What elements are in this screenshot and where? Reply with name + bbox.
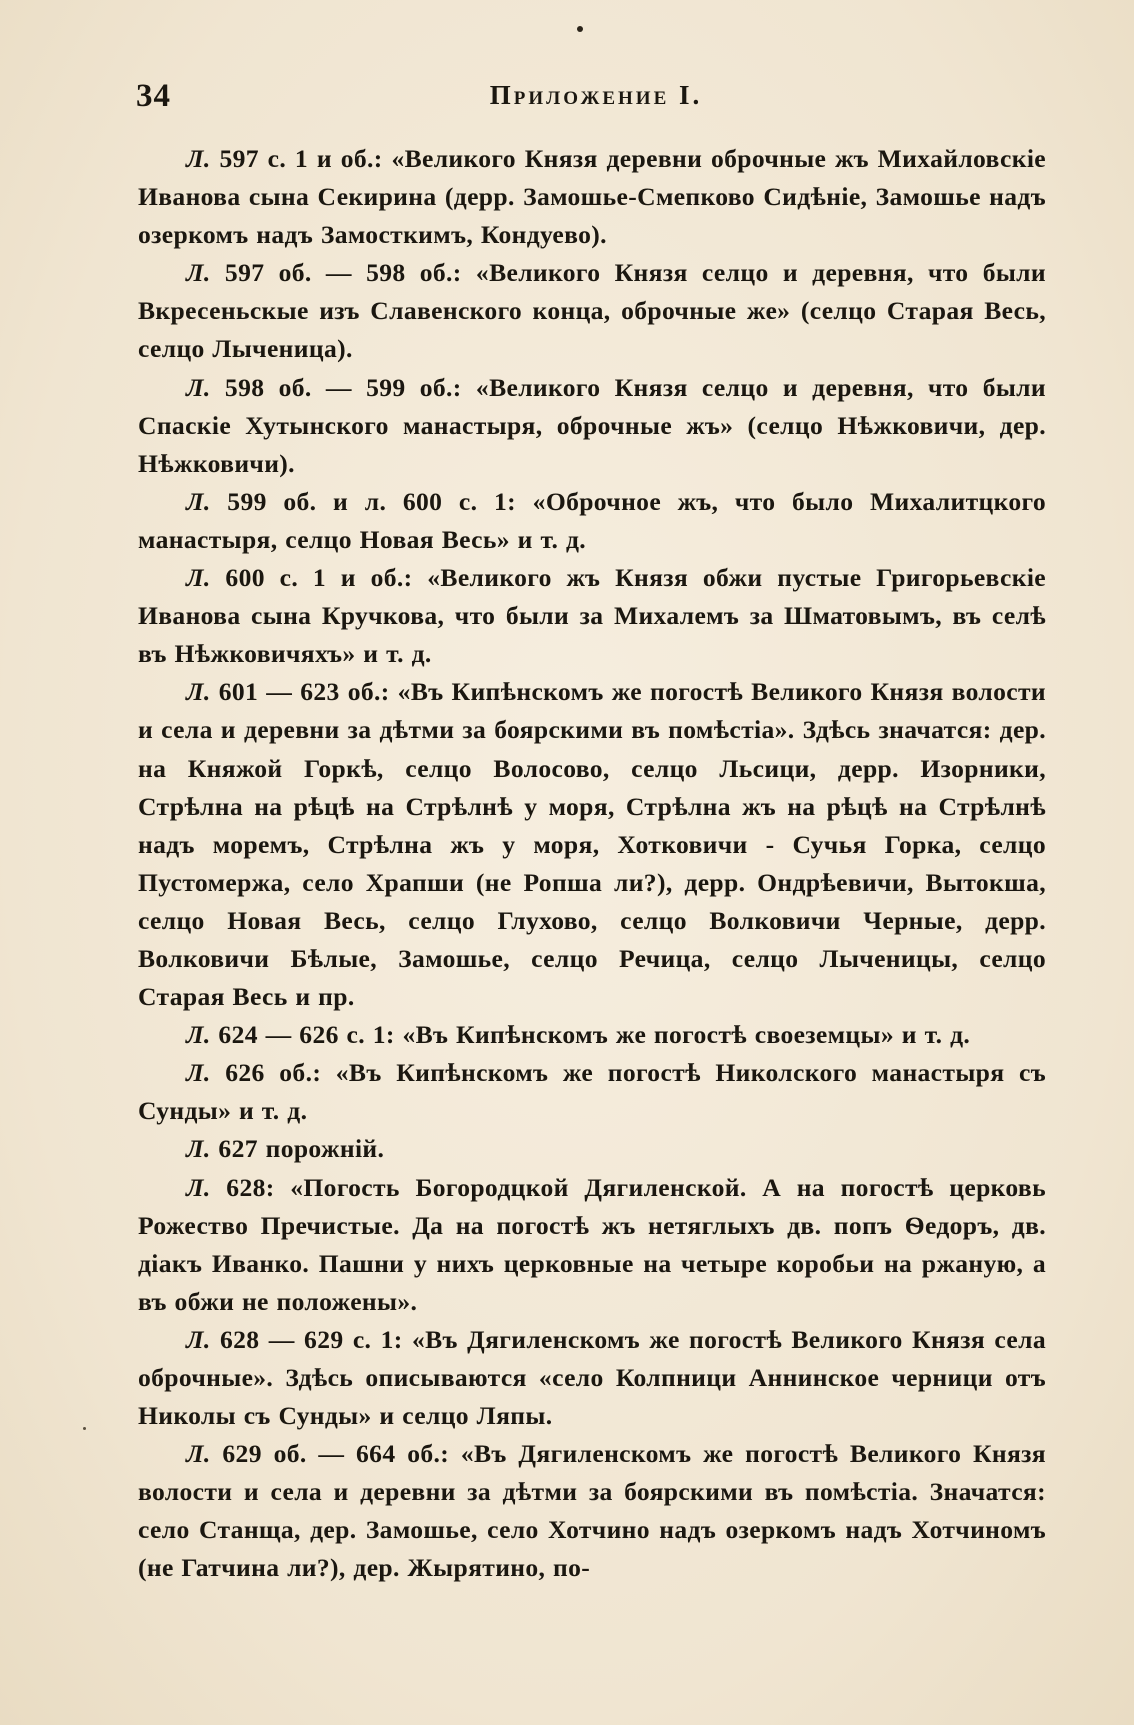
leaf-ref: Л.: [186, 144, 211, 173]
page-number: 34: [136, 78, 171, 114]
paragraph-text: 628: «Погость Богородцкой Дягиленской. А на погостѣ церковь Рожество Пречистые. Да на погостѣ жъ нетяглыхъ дв. попъ Ѳедоръ, дв. діакъ Иванко. Пашни у нихъ церковные на четыре коробьи на ржаную, а въ обжи не положены».: [138, 1172, 1046, 1316]
leaf-ref: Л.: [186, 372, 211, 402]
paragraph-text: 624 — 626 с. 1: «Въ Кипѣнскомъ же погостѣ своеземцы» и т. д.: [210, 1020, 971, 1050]
page-header: [136, 78, 1056, 118]
paragraph: [138, 559, 1046, 673]
paragraph: [138, 483, 1046, 559]
paragraph: [138, 140, 1046, 254]
leaf-ref: Л.: [186, 1172, 211, 1202]
leaf-ref: Л.: [186, 486, 211, 516]
paragraph-text: 627 порожній.: [210, 1134, 385, 1164]
paragraph: [138, 1016, 1046, 1054]
paragraph: [138, 1130, 1046, 1168]
leaf-ref: Л.: [186, 1020, 211, 1050]
paragraph: [138, 254, 1046, 368]
stray-mark: [83, 1427, 86, 1430]
paragraph: [138, 1169, 1046, 1321]
paragraph-text: 597 об. — 598 об.: «Великого Князя селцо и деревня, что были Вкресеньскые изъ Славенского конца, оброчные же» (селцо Старая Весь, селцо Лыченица).: [138, 258, 1046, 364]
paragraph-text: 598 об. — 599 об.: «Великого Князя селцо и деревня, что были Спаскіе Хутынского манастыря, оброчные жъ» (селцо Нѣжковичи, дер. Нѣжковичи).: [138, 372, 1046, 478]
leaf-ref: Л.: [186, 563, 211, 593]
page-body: [138, 140, 1046, 1588]
ink-dot: [577, 26, 583, 32]
paragraph-text: 601 — 623 об.: «Въ Кипѣнскомъ же погостѣ Великого Князя волости и села и деревни за дѣтми за боярскими въ помѣстіа». Здѣсь значатся: дер. на Княжой Горкѣ, селцо Волосово, селцо Льсици, дерр. Изорники, Стрѣлна на рѣцѣ на Стрѣлнѣ у моря, Стрѣлна жъ на рѣцѣ на Стрѣлнѣ надъ моремъ, Стрѣлна жъ у моря, Хотковичи - Сучья Горка, селцо Пустомержа, село Храпши (не Ропша ли?), дерр. Ондрѣевичи, Вытокша, селцо Новая Весь, селцо Глухово, селцо Волковичи Черные, дерр. Волковичи Бѣлые, Замошье, селцо Речица, селцо Лыченицы, селцо Старая Весь и пр.: [138, 677, 1046, 1012]
paragraph-text: 629 об. — 664 об.: «Въ Дягиленскомъ же погостѣ Великого Князя волости и села и деревни за дѣтми за боярскими въ помѣстіа. Значатся: село Станща, дер. Замошье, село Хотчино надъ озеркомъ надъ Хотчиномъ (не Гатчина ли?), дер. Жырятино, по-: [138, 1439, 1046, 1583]
paragraph-text: 599 об. и л. 600 с. 1: «Оброчное жъ, что было Михалитцкого манастыря, селцо Новая Весь» и т. д.: [138, 486, 1046, 554]
paragraph-text: 626 об.: «Въ Кипѣнскомъ же погостѣ Николского манастыря съ Сунды» и т. д.: [138, 1058, 1046, 1126]
paragraph: [138, 369, 1046, 483]
paragraph-text: 600 с. 1 и об.: «Великого жъ Князя обжи пустые Григорьевскіе Иванова сына Кручкова, что были за Михалемъ за Шматовымъ, въ селѣ въ Нѣжковичяхъ» и т. д.: [138, 563, 1046, 669]
leaf-ref: Л.: [186, 1324, 211, 1354]
running-title: Приложение I.: [489, 80, 703, 110]
paragraph: [138, 1435, 1046, 1587]
paragraph: [138, 1054, 1046, 1130]
leaf-ref: Л.: [186, 1439, 211, 1469]
paragraph-text: 597 с. 1 и об.: «Великого Князя деревни оброчные жъ Михайловскіе Иванова сына Секирина (дерр. Замошье-Смепково Сидѣніе, Замошье надъ озеркомъ надъ Замосткимъ, Кондуево).: [138, 144, 1046, 250]
leaf-ref: Л.: [186, 677, 211, 707]
paragraph-text: 628 — 629 с. 1: «Въ Дягиленскомъ же погостѣ Великого Князя села оброчные». Здѣсь описываются «село Колпници Аннинское черници отъ Николы съ Сунды» и селцо Ляпы.: [138, 1324, 1046, 1431]
paragraph: [138, 673, 1046, 1016]
leaf-ref: Л.: [186, 1058, 211, 1088]
paragraph: [138, 1321, 1046, 1435]
leaf-ref: Л.: [186, 1134, 211, 1164]
leaf-ref: Л.: [186, 258, 211, 288]
